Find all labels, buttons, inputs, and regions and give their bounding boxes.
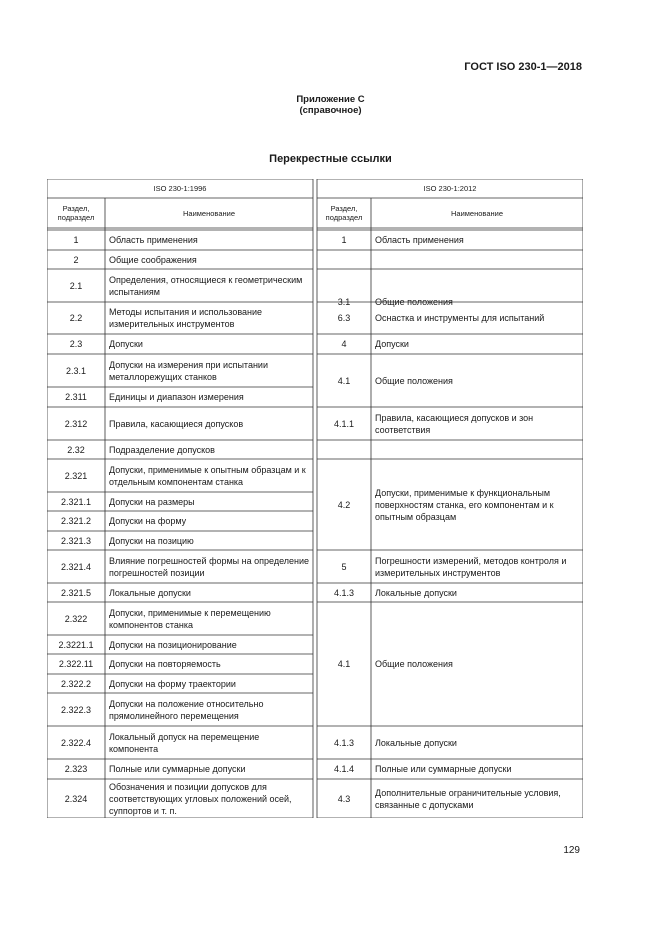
left-section-name: Единицы и диапазон измерения [109,392,244,402]
right-section-name: Общие положения [375,375,453,386]
left-section-number: 2.322.11 [58,659,94,669]
right-section-name: Локальные допуски [375,587,457,598]
left-section-name: Подразделение допусков [109,444,215,455]
left-section-name: Локальные допуски [109,587,191,598]
col-header-section: Раздел, подраздел [325,204,363,222]
right-section-number: 4.1.3 [333,587,355,598]
left-section-number: 2.323 [64,764,88,774]
left-section-name: Допуски на размеры [109,496,195,507]
left-section-number: 2.322.4 [60,737,92,748]
left-section-name: Допуски на форму [109,516,187,526]
left-section-name: Допуски, применимые к опытным образцам и к отдельным компонентам станка [109,464,306,487]
left-section-name: Область применения [109,235,198,245]
left-section-number: 2.321 [64,470,88,481]
left-section-name: Допуски на измерения при испытании металлорежущих станков [109,359,268,382]
left-section-name: Допуски [109,339,143,349]
right-section-name: Общие положения [375,659,453,669]
left-section-number: 2 [73,254,79,265]
right-section-number: 4.1 [337,659,351,669]
appendix-heading [0,94,661,116]
left-group-header: ISO 230-1:1996 [153,184,207,193]
right-section-name: Погрешности измерений, методов контроля и измерительных инструментов [375,555,567,578]
left-section-number: 2.321.1 [60,496,92,507]
left-section-name: Полные или суммарные допуски [109,764,246,774]
left-section-number: 2.3221.1 [58,639,94,650]
right-section-name: Дополнительные ограничительные условия, связанные с допусками [375,787,561,810]
col-header-name: Наименование [451,208,503,218]
document-title: Перекрестные ссылки [269,153,392,165]
left-section-number: 2.322.3 [60,704,92,715]
right-section-number: 4.1.1 [333,418,355,429]
right-section-number: 6.3 [337,313,351,323]
left-section-name: Методы испытания и использование измерительных инструментов [109,307,263,329]
col-header-section: Раздел, подраздел [57,204,95,222]
right-section-name: Допуски, применимые к функциональным поверхностям станка, его компонентам и к опытным образцам [375,487,554,522]
right-section-number: 1 [341,235,347,245]
right-section-name: Полные или суммарные допуски [375,764,512,774]
right-section-number: 4.2 [337,499,351,510]
left-section-name: Допуски на форму траектории [109,678,236,689]
right-section-name [371,440,583,459]
right-section-number: 4.1.4 [333,764,355,774]
left-section-number: 2.32 [67,444,85,455]
right-section-name: Общие положения [375,296,453,307]
right-section-number [317,440,371,459]
right-section-number [317,250,371,269]
col-header-name: Наименование [183,208,235,218]
right-section-number: 4.3 [337,793,351,804]
left-section-number: 2.3 [69,339,83,349]
right-group-header: ISO 230-1:2012 [423,184,477,193]
appendix-subtitle: (справочное) [299,105,362,116]
left-section-number: 2.322.2 [60,678,92,689]
left-section-name: Допуски на повторяемость [109,659,221,669]
left-section-number: 2.324 [64,793,88,804]
right-section-number: 4.1 [337,375,351,386]
right-section-name: Правила, касающиеся допусков и зон соответствия [375,412,534,435]
left-section-number: 1 [73,235,79,245]
right-section-name: Область применения [375,235,464,245]
right-section-number: 4 [341,339,347,349]
left-section-number: 2.1 [69,280,83,291]
left-section-number: 2.321.5 [60,587,92,598]
right-section-number: 5 [341,561,347,572]
left-section-number: 2.311 [65,392,87,402]
appendix-title: Приложение С [296,94,365,105]
left-section-number: 2.321.2 [60,516,92,526]
document-code: ГОСТ ISO 230-1—2018 [464,61,582,73]
left-section-name: Допуски, применимые к перемещению компонентов станка [109,607,271,630]
page-number: 129 [563,845,580,856]
left-section-name: Обозначения и позиции допусков для соответствующих угловых положений осей, суппортов и т. п. [109,781,292,816]
right-section-name: Локальные допуски [375,737,457,748]
right-section-name [371,250,583,269]
right-section-name: Оснастка и инструменты для испытаний [375,313,545,323]
right-section-number: 4.1.3 [333,737,355,748]
right-section-name: Допуски [375,339,409,349]
right-section-number: 3.1 [337,296,351,307]
left-section-name: Допуски на позицию [109,535,194,546]
left-section-name: Правила, касающиеся допусков [109,418,244,429]
left-section-name: Допуски на положение относительно прямолинейного перемещения [109,698,264,721]
left-section-name: Влияние погрешностей формы на определение погрешностей позиции [109,555,310,578]
left-section-number: 2.3.1 [65,365,87,376]
left-section-number: 2.321.4 [60,561,92,572]
cross-reference-table [47,179,583,818]
left-section-number: 2.322 [64,613,88,624]
left-section-name: Определения, относящиеся к геометрическим испытаниям [109,274,303,297]
left-section-number: 2.312 [64,418,88,429]
left-section-number: 2.2 [69,313,83,323]
left-section-name: Локальный допуск на перемещение компонента [109,731,260,754]
left-section-name: Допуски на позиционирование [109,639,237,650]
left-section-number: 2.321.3 [60,535,92,546]
left-section-name: Общие соображения [109,254,197,265]
